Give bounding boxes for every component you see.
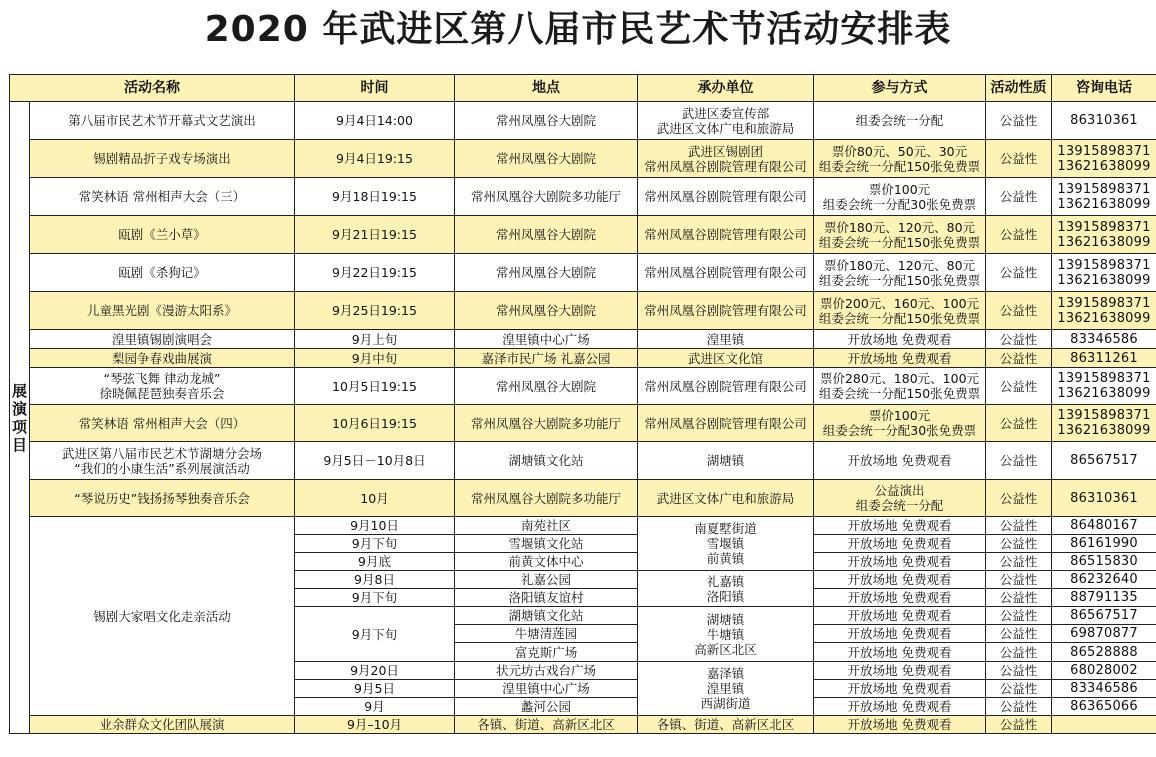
activity-phone: 86311261 [1052,349,1156,368]
activity-participation: 开放场地 免费观看 [814,517,986,535]
activity-time: 9月4日19:15 [295,140,455,178]
activity-organizer: 武进区委宣传部 武进区文体广电和旅游局 [638,102,814,140]
activity-place: 常州凤凰谷大剧院 [455,216,638,254]
activity-nature: 公益性 [986,442,1052,480]
activity-phone: 86232640 [1052,571,1156,589]
activity-phone: 86161990 [1052,535,1156,553]
activity-phone: 86528888 [1052,643,1156,662]
activity-name: “琴说历史”钱扬扬琴独奏音乐会 [30,480,295,517]
activity-nature: 公益性 [986,716,1052,734]
activity-participation: 开放场地 免费观看 [814,698,986,716]
activity-place: 礼嘉公园 [455,571,638,589]
activity-nature: 公益性 [986,625,1052,643]
activity-phone [1052,716,1156,734]
activity-place: 常州凤凰谷大剧院多功能厅 [455,405,638,442]
header-row [10,75,1156,102]
header-time: 时间 [295,75,455,102]
activity-name: 业余群众文化团队展演 [30,716,295,734]
activity-time: 10月 [295,480,455,517]
activity-participation: 开放场地 免费观看 [814,349,986,368]
activity-participation: 票价280元、180元、100元 组委会统一分配150张免费票 [814,368,986,405]
activity-place: 洛阳镇友谊村 [455,589,638,607]
activity-nature: 公益性 [986,254,1052,292]
activity-participation: 开放场地 免费观看 [814,607,986,625]
activity-participation: 票价100元 组委会统一分配30张免费票 [814,405,986,442]
activity-participation: 开放场地 免费观看 [814,330,986,349]
activity-time: 9月上旬 [295,330,455,349]
activity-phone: 13915898371 13621638099 [1052,292,1156,330]
activity-organizer: 常州凤凰谷剧院管理有限公司 [638,292,814,330]
activity-time: 9月18日19:15 [295,178,455,216]
activity-name: “琴弦飞舞 律动龙城” 徐晓佩琵琶独奏音乐会 [30,368,295,405]
table-row [10,716,1156,734]
activity-nature: 公益性 [986,517,1052,535]
activity-name: 常笑林语 常州相声大会（四） [30,405,295,442]
activity-participation: 开放场地 免费观看 [814,625,986,643]
activity-participation: 票价180元、120元、80元 组委会统一分配150张免费票 [814,216,986,254]
activity-name: 瓯剧《兰小草》 [30,216,295,254]
category-label: 展 演 项 目 [10,102,30,734]
activity-participation: 开放场地 免费观看 [814,643,986,662]
activity-phone: 83346586 [1052,330,1156,349]
activity-name: 武进区第八届市民艺术节湖塘分会场 “我们的小康生活”系列展演活动 [30,442,295,480]
activity-participation: 开放场地 免费观看 [814,442,986,480]
activity-nature: 公益性 [986,292,1052,330]
activity-place: 常州凤凰谷大剧院 [455,102,638,140]
schedule-table [9,74,1156,734]
activity-time: 9月–10月 [295,716,455,734]
activity-nature: 公益性 [986,643,1052,662]
activity-participation: 公益演出 组委会统一分配 [814,480,986,517]
activity-nature: 公益性 [986,553,1052,571]
header-participation: 参与方式 [814,75,986,102]
activity-time: 10月6日19:15 [295,405,455,442]
activity-nature: 公益性 [986,368,1052,405]
activity-name: 儿童黑光剧《漫游太阳系》 [30,292,295,330]
table-row [10,254,1156,292]
activity-phone: 83346586 [1052,680,1156,698]
activity-organizer: 嘉泽镇 湟里镇 西湖街道 [638,662,814,716]
activity-phone: 86567517 [1052,607,1156,625]
activity-place: 各镇、街道、高新区北区 [455,716,638,734]
activity-participation: 组委会统一分配 [814,102,986,140]
table-row [10,216,1156,254]
activity-nature: 公益性 [986,680,1052,698]
activity-participation: 票价100元 组委会统一分配30张免费票 [814,178,986,216]
header-organizer: 承办单位 [638,75,814,102]
activity-organizer: 武进区锡剧团 常州凤凰谷剧院管理有限公司 [638,140,814,178]
activity-phone: 13915898371 13621638099 [1052,254,1156,292]
activity-participation: 开放场地 免费观看 [814,716,986,734]
activity-time: 9月25日19:15 [295,292,455,330]
activity-organizer: 常州凤凰谷剧院管理有限公司 [638,405,814,442]
activity-place: 常州凤凰谷大剧院 [455,292,638,330]
activity-place: 富克斯广场 [455,643,638,662]
activity-nature: 公益性 [986,535,1052,553]
activity-organizer: 武进区文体广电和旅游局 [638,480,814,517]
activity-time: 9月10日 [295,517,455,535]
page-title: 2020 年武进区第八届市民艺术节活动安排表 [204,9,952,50]
table-row [10,349,1156,368]
activity-phone: 86365066 [1052,698,1156,716]
activity-nature: 公益性 [986,140,1052,178]
activity-name: 梨园争春戏曲展演 [30,349,295,368]
activity-time: 9月底 [295,553,455,571]
activity-nature: 公益性 [986,178,1052,216]
activity-name: 瓯剧《杀狗记》 [30,254,295,292]
activity-place: 状元坊古戏台广场 [455,662,638,680]
activity-organizer: 常州凤凰谷剧院管理有限公司 [638,216,814,254]
activity-time: 9月5日 [295,680,455,698]
activity-organizer: 湖塘镇 牛塘镇 高新区北区 [638,607,814,662]
activity-nature: 公益性 [986,102,1052,140]
activity-time: 9月中旬 [295,349,455,368]
activity-time: 9月20日 [295,662,455,680]
activity-organizer: 南夏墅街道 雪堰镇 前黄镇 [638,517,814,571]
activity-name: 第八届市民艺术节开幕式文艺演出 [30,102,295,140]
activity-name: 常笑林语 常州相声大会（三） [30,178,295,216]
activity-phone: 86567517 [1052,442,1156,480]
activity-time: 9月下旬 [295,535,455,553]
activity-participation: 开放场地 免费观看 [814,553,986,571]
activity-name: 锡剧精品折子戏专场演出 [30,140,295,178]
table-row [10,517,1156,535]
activity-name: 锡剧大家唱文化走亲活动 [30,517,295,716]
activity-place: 前黄文体中心 [455,553,638,571]
activity-phone: 69870877 [1052,625,1156,643]
activity-participation: 开放场地 免费观看 [814,589,986,607]
activity-time: 9月21日19:15 [295,216,455,254]
activity-organizer: 常州凤凰谷剧院管理有限公司 [638,254,814,292]
header-phone: 咨询电话 [1052,75,1156,102]
activity-time: 9月22日19:15 [295,254,455,292]
activity-place: 南苑社区 [455,517,638,535]
activity-place: 湟里镇中心广场 [455,680,638,698]
activity-time: 9月5日－10月8日 [295,442,455,480]
activity-place: 常州凤凰谷大剧院 [455,140,638,178]
table-row [10,480,1156,517]
activity-organizer: 各镇、街道、高新区北区 [638,716,814,734]
activity-place: 常州凤凰谷大剧院 [455,368,638,405]
activity-organizer: 礼嘉镇 洛阳镇 [638,571,814,607]
activity-nature: 公益性 [986,480,1052,517]
activity-participation: 开放场地 免费观看 [814,662,986,680]
activity-place: 常州凤凰谷大剧院 [455,254,638,292]
activity-nature: 公益性 [986,405,1052,442]
activity-place: 嘉泽市民广场 礼嘉公园 [455,349,638,368]
activity-participation: 票价180元、120元、80元 组委会统一分配150张免费票 [814,254,986,292]
activity-time: 9月4日14:00 [295,102,455,140]
activity-nature: 公益性 [986,571,1052,589]
header-activity-name: 活动名称 [10,75,295,102]
activity-place: 常州凤凰谷大剧院多功能厅 [455,178,638,216]
activity-time: 9月 [295,698,455,716]
activity-participation: 票价80元、50元、30元 组委会统一分配150张免费票 [814,140,986,178]
activity-time: 9月8日 [295,571,455,589]
activity-nature: 公益性 [986,589,1052,607]
activity-time: 9月下旬 [295,589,455,607]
table-row [10,178,1156,216]
table-row [10,368,1156,405]
activity-organizer: 湟里镇 [638,330,814,349]
activity-phone: 13915898371 13621638099 [1052,178,1156,216]
activity-phone: 13915898371 13621638099 [1052,140,1156,178]
activity-participation: 票价200元、160元、100元 组委会统一分配150张免费票 [814,292,986,330]
activity-participation: 开放场地 免费观看 [814,535,986,553]
activity-place: 牛塘清莲园 [455,625,638,643]
activity-time: 10月5日19:15 [295,368,455,405]
table-row [10,102,1156,140]
activity-place: 蠡河公园 [455,698,638,716]
table-row [10,140,1156,178]
activity-organizer: 武进区文化馆 [638,349,814,368]
activity-name: 湟里镇锡剧演唱会 [30,330,295,349]
activity-phone: 86310361 [1052,102,1156,140]
activity-phone: 88791135 [1052,589,1156,607]
activity-nature: 公益性 [986,698,1052,716]
activity-phone: 86480167 [1052,517,1156,535]
table-row [10,330,1156,349]
activity-nature: 公益性 [986,662,1052,680]
activity-phone: 86515830 [1052,553,1156,571]
activity-organizer: 湖塘镇 [638,442,814,480]
activity-place: 湖塘镇文化站 [455,607,638,625]
header-place: 地点 [455,75,638,102]
activity-phone: 68028002 [1052,662,1156,680]
activity-phone: 13915898371 13621638099 [1052,405,1156,442]
activity-place: 湟里镇中心广场 [455,330,638,349]
activity-nature: 公益性 [986,216,1052,254]
activity-nature: 公益性 [986,607,1052,625]
activity-participation: 开放场地 免费观看 [814,680,986,698]
activity-place: 常州凤凰谷大剧院多功能厅 [455,480,638,517]
activity-phone: 13915898371 13621638099 [1052,368,1156,405]
activity-time: 9月下旬 [295,607,455,662]
activity-phone: 86310361 [1052,480,1156,517]
activity-organizer: 常州凤凰谷剧院管理有限公司 [638,368,814,405]
activity-organizer: 常州凤凰谷剧院管理有限公司 [638,178,814,216]
activity-place: 湖塘镇文化站 [455,442,638,480]
activity-phone: 13915898371 13621638099 [1052,216,1156,254]
activity-nature: 公益性 [986,349,1052,368]
table-row [10,442,1156,480]
activity-nature: 公益性 [986,330,1052,349]
table-row [10,405,1156,442]
header-nature: 活动性质 [986,75,1052,102]
table-row [10,292,1156,330]
activity-place: 雪堰镇文化站 [455,535,638,553]
activity-participation: 开放场地 免费观看 [814,571,986,589]
